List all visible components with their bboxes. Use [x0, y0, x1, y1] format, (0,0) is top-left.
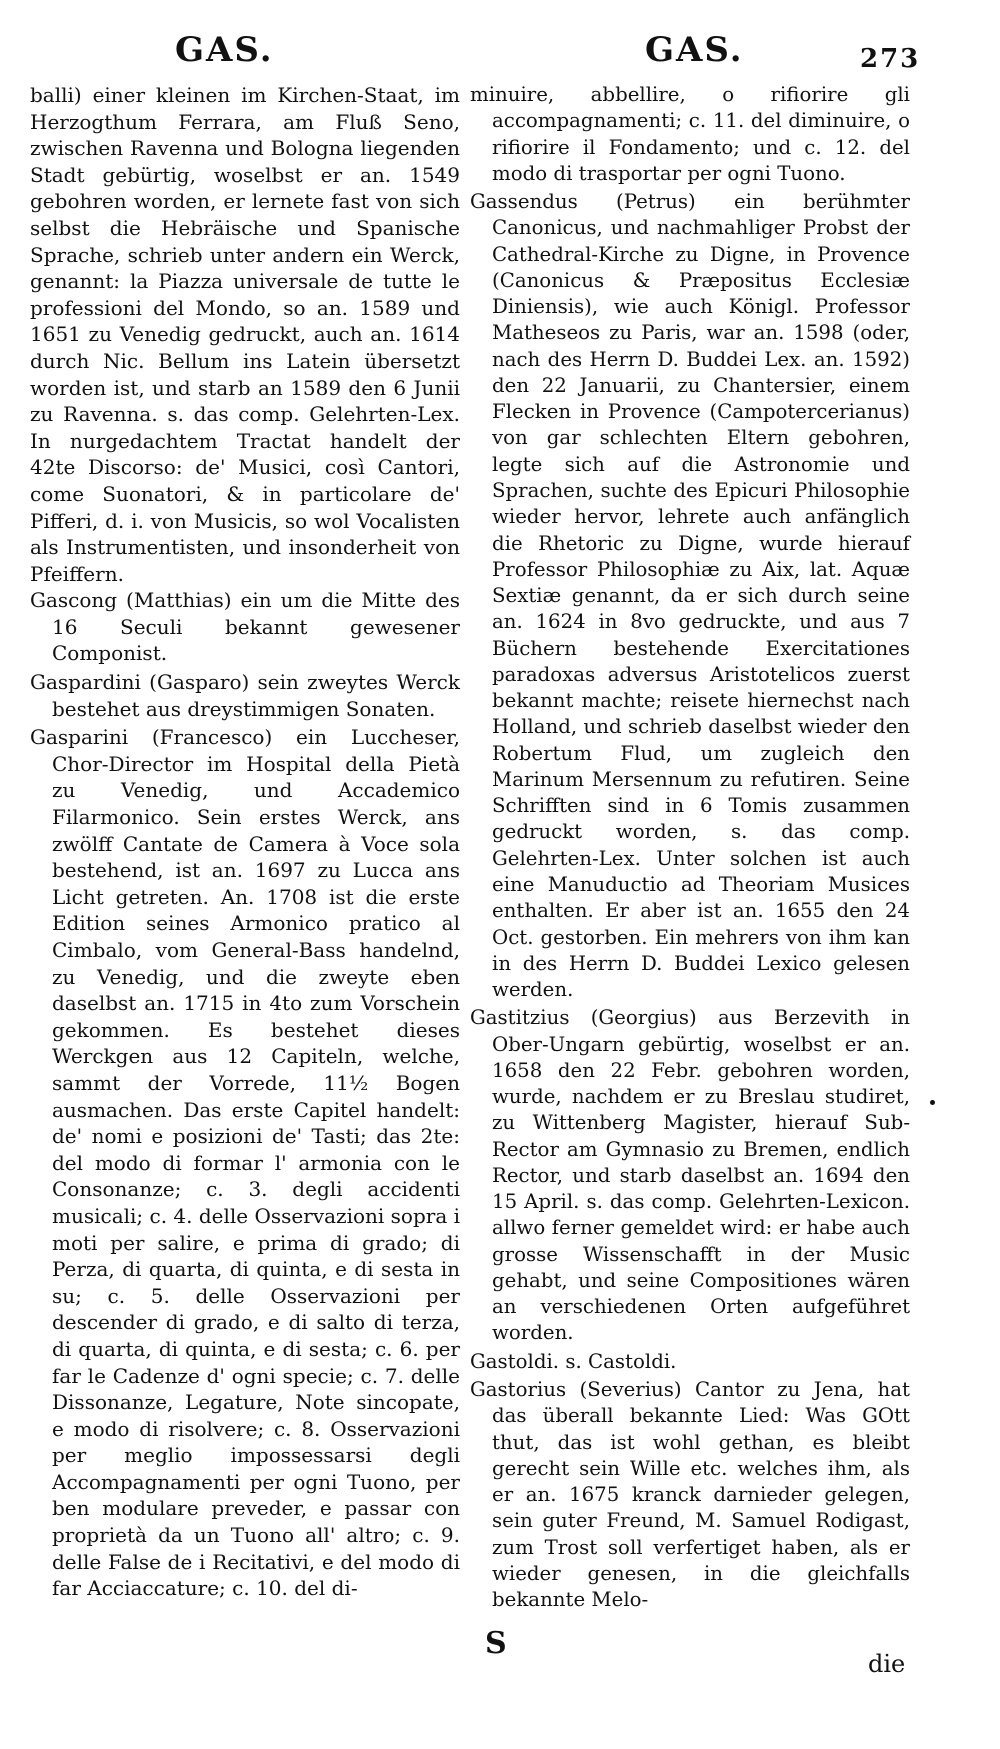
entry-gaspardini: Gaspardini (Gasparo) sein zweytes Werck bestehet aus dreystimmigen Sonaten.	[30, 670, 460, 721]
running-head-right: GAS.	[645, 30, 744, 70]
entry-continuation: balli) einer kleinen im Kirchen-Staat, im Herzogthum Ferrara, am Fluß Seno, zwischen Ravenna und Bologna liegenden Stadt gebürtig, woselbst er an. 1549 gebohren worden, er lernete fast von sich selbst die Hebräische und Spanische Sprache, schrieb unter andern ein Werck, genannt: la Piazza universale de tutte le professioni del Mondo, so an. 1589 und 1651 zu Venedig gedruckt, auch an. 1614 durch Nic. Bellum ins Latein übersetzt worden ist, und starb an 1589 den 6 Junii zu Ravenna. s. das comp. Gelehrten-Lex. In nurgedachtem Tractat handelt der 42te Discorso: de' Musici, così Cantori, come Suonatori, & in particolare de' Pifferi, d. i. von Musicis, so wol Vocalisten als Instrumentisten, und insonderheit von Pfeiffern.	[30, 83, 460, 586]
running-head-left: GAS.	[175, 30, 274, 70]
entry-gastoldi: Gastoldi. s. Castoldi.	[470, 1349, 677, 1373]
entry-gascong: Gascong (Matthias) ein um die Mitte des 16 Seculi bekannt gewesener Componist.	[30, 588, 460, 666]
entry-gastitzius: Gastitzius (Georgius) aus Berzevith in Ober-Ungarn gebürtig, woselbst er an. 1658 den 22 Febr. gebohren worden, wurde, nachdem er zu Breslau studiret, zu Wittenberg Magister, hierauf Sub-Rector am Gymnasio zu Bremen, endlich Rector, und starb daselbst an. 1694 den 15 April. s. das comp. Gelehrten-Lexicon. allwo ferner gemeldet wird: er habe auch grosse Wissenschafft in der Music gehabt, und seine Compositiones wären an verschiedenen Orten aufgeführet worden.	[470, 1006, 910, 1345]
signature-mark: S	[485, 1626, 507, 1661]
left-column	[30, 82, 460, 1604]
ink-speck	[930, 1100, 935, 1105]
page-number: 273	[860, 44, 921, 74]
right-column	[470, 82, 910, 1615]
entry-gasparini: Gasparini (Francesco) ein Luccheser, Chor-Director im Hospital della Pietà zu Venedig, und Accademico Filarmonico. Sein erstes Werck, ans zwölff Cantate de Camera à Voce sola bestehend, ist an. 1697 zu Lucca ans Licht getreten. An. 1708 ist die erste Edition seines Armonico pratico al Cimbalo, vom General-Bass handelnd, zu Venedig, und die zweyte eben daselbst an. 1715 in 4to zum Vorschein gekommen. Es bestehet dieses Werckgen aus 12 Capiteln, welche, sammt der Vorrede, 11½ Bogen ausmachen. Das erste Capitel handelt: de' nomi e posizioni de' Tasti; das 2te: del modo di formar l' armonia con le Consonanze; c. 3. degli accidenti musicali; c. 4. delle Osservazioni sopra i moti per salire, e prima di grado; di Perza, di quarta, di quinta, e di sesta in su; c. 5. delle Osservazioni per descender di grado, e di salto di terza, di quarta, di quinta, e di sesta; c. 6. per far le Cadenze d' ogni specie; c. 7. delle Dissonanze, Legature, Note sincopate, e modo di risolvere; c. 8. Osservazioni per meglio impossessarsi degli Accompagnamenti per ogni Tuono, per ben modulare preveder, e passar con proprietà da un Tuono all' altro; c. 9. delle False de i Recitativi, e del modo di far Acciaccature; c. 10. del di-	[30, 725, 460, 1601]
catchword: die	[868, 1650, 906, 1678]
entry-gasparini-continuation: minuire, abbellire, o rifiorire gli accompagnamenti; c. 11. del diminuire, o rifiorire il Fondamento; und c. 12. del modo di trasportar per ogni Tuono.	[470, 83, 910, 185]
entry-gastorius: Gastorius (Severius) Cantor zu Jena, hat das überall bekannte Lied: Was GOtt thut, das ist wohl gethan, es bleibt gerecht sein Wille etc. welches ihm, als er an. 1675 kranck darnieder gelegen, sein guter Freund, M. Samuel Rodigast, zum Trost soll verfertiget haben, als er wieder genesen, in die gleichfalls bekannte Melo-	[470, 1378, 910, 1612]
entry-gassendus: Gassendus (Petrus) ein berühmter Canonicus, und nachmahliger Probst der Cathedral-Kirche zu Digne, in Provence (Canonicus & Præpositus Ecclesiæ Diniensis), wie auch Königl. Professor Matheseos zu Paris, war an. 1598 (oder, nach des Herrn D. Buddei Lex. an. 1592) den 22 Januarii, zu Chantersier, einem Flecken in Provence (Campotercerianus) von gar schlechten Eltern gebohren, legte sich auf die Astronomie und Sprachen, suchte des Epicuri Philosophie wieder hervor, lehrete auch anfänglich die Rhetoric zu Digne, wurde hierauf Professor Philosophiæ zu Aix, lat. Aquæ Sextiæ genannt, da er sich durch seine an. 1624 in 8vo gedruckte, und aus 7 Büchern bestehende Exercitationes paradoxas adversus Aristotelicos zuerst bekannt machte; reisete hiernechst nach Holland, und schrieb daselbst wieder den Robertum Flud, um zugleich den Marinum Mersennum zu refutiren. Seine Schrifften sind in 6 Tomis zusammen gedruckt worden, s. das comp. Gelehrten-Lex. Unter solchen ist auch eine Manuductio ad Theoriam Musices enthalten. Er aber ist an. 1655 den 24 Oct. gestorben. Ein mehrers von ihm kan in des Herrn D. Buddei Lexico gelesen werden.	[470, 190, 910, 1002]
